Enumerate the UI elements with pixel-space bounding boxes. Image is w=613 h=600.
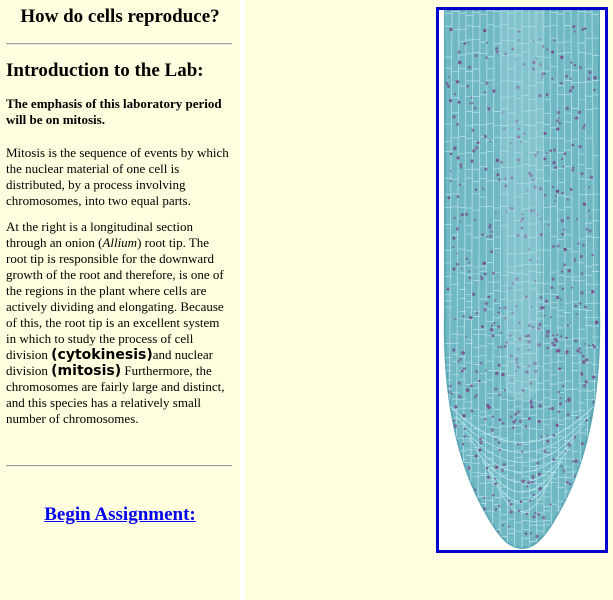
emphasis-text: The emphasis of this laboratory period will be on mitosis. [6, 96, 222, 127]
divider-bottom [6, 465, 232, 467]
para2-text-3: and nuclear division [6, 347, 214, 378]
para2-text-1: At the right is a longitudinal section through an onion ( [6, 219, 194, 250]
mitosis-term: (mitosis) [51, 363, 122, 379]
left-panel [0, 0, 240, 600]
mitosis-definition: Mitosis is the sequence of events by which the nuclear material of one cell is distributed, by a process involving chromosomes, into two equal parts. [6, 145, 229, 208]
intro-heading: Introduction to the Lab: [6, 60, 204, 81]
allium-italic: Allium [102, 235, 138, 250]
cytokinesis-term: (cytokinesis) [51, 347, 153, 363]
root-tip-description [6, 219, 232, 427]
root-tip-image [436, 7, 608, 553]
begin-assignment-link[interactable]: Begin Assignment: [44, 504, 196, 525]
para2-text-4: Furthermore, the chromosomes are fairly large and distinct, and this species has a relatively small number of chromosomes. [6, 363, 225, 426]
divider-top [6, 43, 232, 45]
onion-root-tip-micrograph-icon [439, 10, 605, 550]
para2-text-2: ) root tip. The root tip is responsible for the downward growth of the root and therefore, is one of the regions in the plant where cells are actively dividing and elongating. Because of this, the root tip is an excellent system in which to study the process of cell division [6, 235, 224, 362]
page-title: How do cells reproduce? [20, 6, 220, 27]
